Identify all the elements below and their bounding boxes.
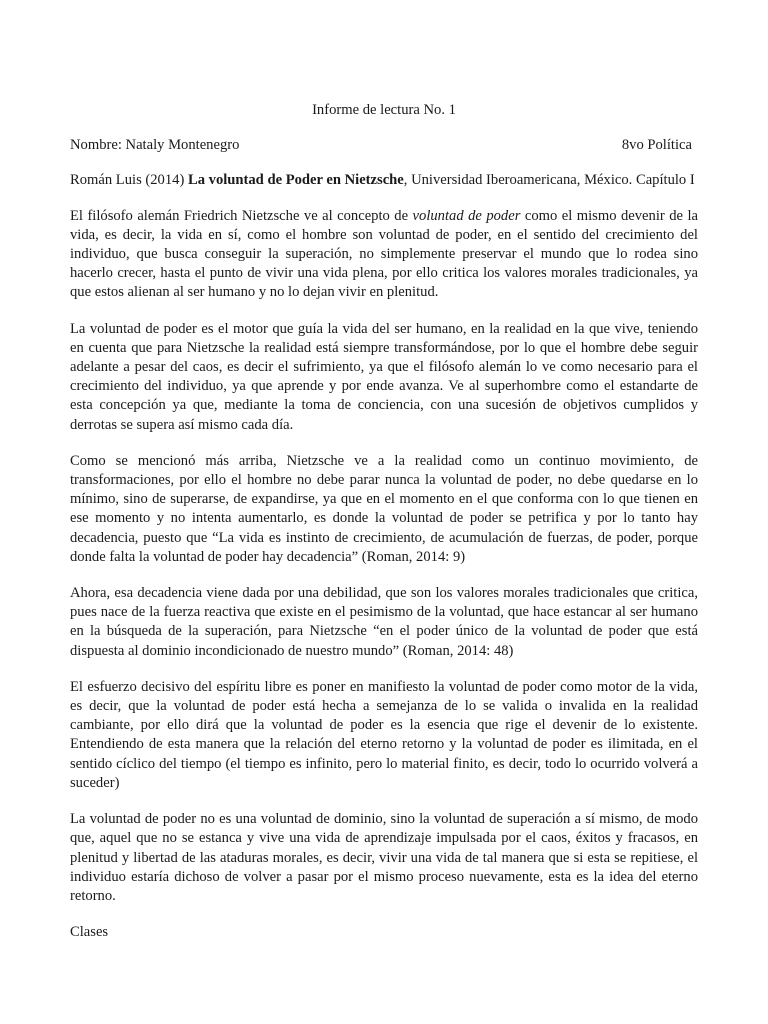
paragraph-5: El esfuerzo decisivo del espíritu libre es poner en manifiesto la voluntad de poder como motor de la vida, es decir, que la voluntad de poder está hecha a semejanza de lo se valida o invalida en la realidad cambiante, por ello dirá que la voluntad de poder es la esencia que rige el devenir de lo existente. Entendiendo de esta manera que la relación del eterno retorno y la voluntad de poder es ilimitada, en el sentido cíclico del tiempo (el tiempo es infinito, pero lo material finito, es decir, todo lo ocurrido volverá a suceder) (70, 678, 698, 791)
paragraph-1-after: como el mismo devenir de la vida, es decir, la vida en sí, como el hombre son voluntad de poder, en el sentido del crecimiento del individuo, que busca conseguir la superación, no simplemente preservar el mundo que lo rodea sino hacerlo crecer, hasta el punto de vivir una vida plena, por ello critica los valores morales tradicionales, ya que estos alienan al ser humano y no lo dejan vivir en plenitud. (70, 207, 698, 301)
author-line (70, 136, 698, 155)
paragraph-1-emphasis: voluntad de poder (412, 207, 521, 224)
closing-word: Clases (70, 924, 109, 941)
student-name: Nombre: Nataly Montenegro (70, 137, 240, 154)
citation-rest: , Universidad Iberoamericana, México. Capítulo I (403, 172, 695, 189)
document-page (70, 101, 698, 942)
paragraph-6: La voluntad de poder no es una voluntad de dominio, sino la voluntad de superación a sí mismo, de modo que, aquel que no se estanca y vive una vida de aprendizaje impulsada por el caos, éxitos y fracasos, en plenitud y libertad de las ataduras morales, es decir, vivir una vida de tal manera que si esta se repitiese, el individuo estaría dichoso de volver a pasar por el mismo proceso nuevamente, esta es la idea del eterno retorno. (70, 811, 698, 904)
paragraph-1 (70, 207, 698, 303)
paragraph-3: Como se mencionó más arriba, Nietzsche ve a la realidad como un continuo movimiento, de transformaciones, por ello el hombre no debe parar nunca la voluntad de poder, no debe quedarse en lo mínimo, sino de superarse, de expandirse, ya que en el momento en el que conforma con lo que tienen en ese momento y no intenta aumentarlo, es donde la voluntad de poder se petrifica y por lo tanto hay decadencia, puesto que “La vida es instinto de crecimiento, de acumulación de fuerzas, de poder, porque donde falta la voluntad de poder hay decadencia” (Roman, 2014: 9) (70, 452, 698, 565)
paragraph-4: Ahora, esa decadencia viene dada por una debilidad, que son los valores morales tradicionales que critica, pues nace de la fuerza reactiva que existe en el pesimismo de la voluntad, que hace estancar al ser humano en la búsqueda de la superación, para Nietzsche “en el poder único de la voluntad de poder que está dispuesta al dominio incondicionado de nuestro mundo” (Roman, 2014: 48) (70, 585, 698, 659)
paragraph-2: La voluntad de poder es el motor que guía la vida del ser humano, en la realidad en la que vive, teniendo en cuenta que para Nietzsche la realidad está siempre transformándose, por lo que el hombre debe seguir adelante a pesar del caos, es decir el sufrimiento, ya que el filósofo alemán lo ve como necesario para el crecimiento del individuo, ya que aprende y por ende avanza. Ve al superhombre como el estandarte de esta concepción ya que, mediante la toma de conciencia, con una sucesión de objetivos cumplidos y derrotas se supera así mismo cada día. (70, 320, 698, 433)
citation (70, 171, 698, 190)
citation-book-title: La voluntad de Poder en Nietzsche (187, 172, 404, 189)
citation-author-year: Román Luis (2014) (70, 172, 188, 189)
paragraph-1-before: El filósofo alemán Friedrich Nietzsche ve al concepto de (70, 207, 413, 224)
document-title: Informe de lectura No. 1 (312, 102, 456, 118)
course-label: 8vo Política (621, 137, 692, 154)
